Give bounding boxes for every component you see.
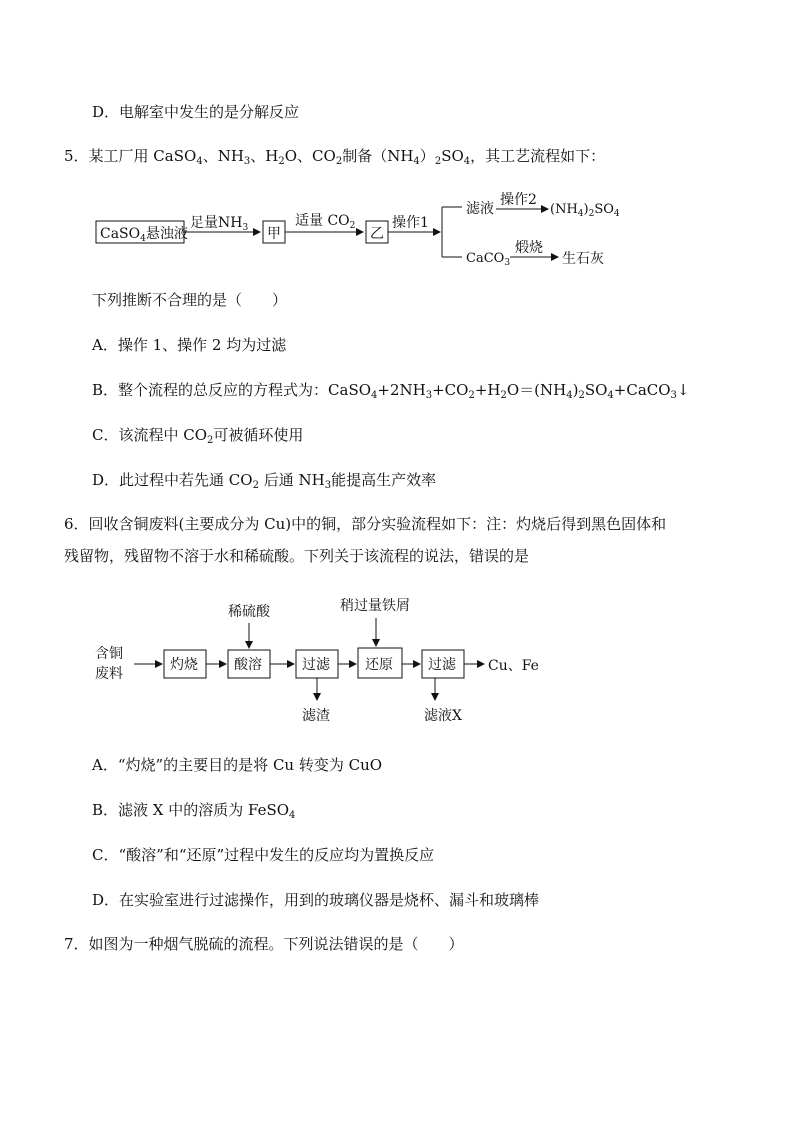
q6-step-acid-label: 酸溶 <box>234 657 262 673</box>
q6-option-d: D．在实验室进行过滤操作，用到的玻璃仪器是烧杯、漏斗和玻璃棒 <box>92 891 540 909</box>
q5-caco3-label: CaCO$_3$ <box>466 251 511 268</box>
q5-product-quicklime: 生石灰 <box>562 251 604 267</box>
q5-option-d: D．此过程中若先通 $CO_2$ 后通 $NH_3$能提高生产效率 <box>92 471 437 491</box>
q6-input-label-line2: 废料 <box>95 666 123 682</box>
q6-process-flow-diagram <box>90 598 550 728</box>
q5-arrow-calcine-label: 煅烧 <box>515 240 543 256</box>
q6-residue-label: 滤渣 <box>302 708 330 724</box>
q5-product-ammonium-sulfate: $(NH_4)_2SO_4$ <box>550 202 620 219</box>
q6-option-c: C．“酸溶”和“还原”过程中发生的反应均为置换反应 <box>92 846 435 864</box>
q5-process-flow-diagram <box>90 185 630 275</box>
q5-prompt: 下列推断不合理的是（ ） <box>92 291 288 309</box>
q5-arrow-op2-label: 操作2 <box>500 192 537 208</box>
q5-box-jia-label: 甲 <box>267 226 281 242</box>
q4-option-d <box>92 102 299 122</box>
q5-box-yi-label: 乙 <box>370 226 384 242</box>
q4-option-d-text: D．电解室中发生的是分解反应 <box>92 103 300 121</box>
q6-option-a: A．“灼烧”的主要目的是将 Cu 转变为 CuO <box>92 756 383 774</box>
q6-acid-input-label: 稀硫酸 <box>228 604 270 620</box>
q6-stem-line-2: 残留物，残留物不溶于水和稀硫酸。下列关于该流程的说法，错误的是 <box>64 547 530 565</box>
q6-option-b: B．滤液 X 中的溶质为 FeSO$_4$ <box>92 801 296 821</box>
q5-stem: 5．某工厂用 CaSO$_4$、$NH_3$、$H_2O$、$CO_2$制备$(NH_4)_2SO_4$，其工艺流程如下： <box>64 147 606 167</box>
q5-option-b: B．整个流程的总反应的方程式为：$CaSO_4+2NH_3+CO_2+H_2O=(NH_4)_2SO_4+CaCO_3↓$ <box>92 381 690 401</box>
q7-stem: 7．如图为一种烟气脱硫的流程。下列说法错误的是（ ） <box>64 935 464 953</box>
q6-input-label-line1: 含铜 <box>95 646 123 662</box>
q5-option-a: A．操作 1、操作 2 均为过滤 <box>92 336 287 354</box>
q6-iron-input-label: 稍过量铁屑 <box>340 598 410 614</box>
q6-step-burn-label: 灼烧 <box>170 657 198 673</box>
q6-product-label: Cu、Fe <box>488 658 539 674</box>
q5-option-c: C．该流程中 $CO_2$可被循环使用 <box>92 426 304 446</box>
q6-filtrate-x-label: 滤液X <box>424 708 462 724</box>
q6-step-filter1-label: 过滤 <box>302 657 330 673</box>
q6-stem-line-1: 6．回收含铜废料(主要成分为 Cu)中的铜，部分实验流程如下：注：灼烧后得到黑色固体和 <box>64 515 667 533</box>
q5-start-label: CaSO$_4$悬浊液 <box>100 226 188 244</box>
q6-step-filter2-label: 过滤 <box>428 657 456 673</box>
q6-step-reduce-label: 还原 <box>365 657 393 673</box>
q5-arrow-2-label: 适量 $CO_2$ <box>295 213 356 231</box>
q5-filtrate-label: 滤液 <box>466 201 494 217</box>
q5-arrow-3-label: 操作1 <box>392 215 429 231</box>
q5-arrow-1-label: 足量$NH_3$ <box>190 215 249 233</box>
